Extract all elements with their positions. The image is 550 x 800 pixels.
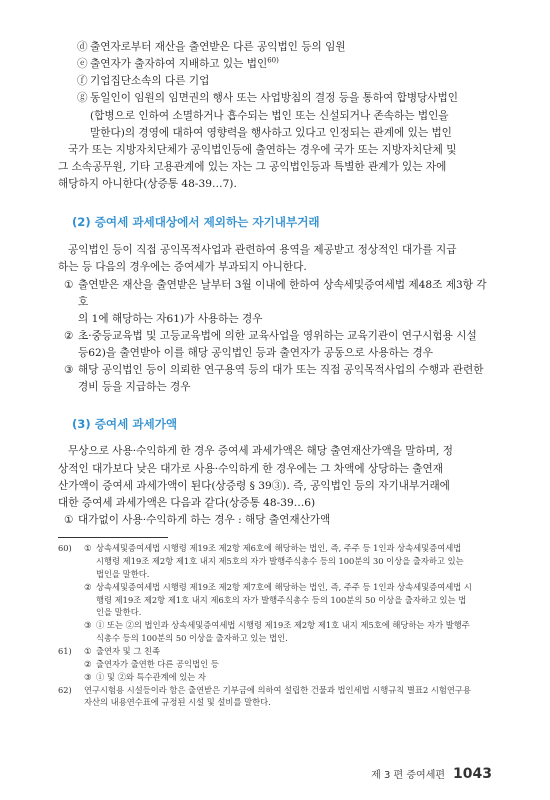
list-item: ② 초·중등교육법 및 고등교육법에 의한 교육사업을 영위하는 교육기관이 연구시험용 시설 등62)을 출연받아 이를 해당 공익법인 등과 출연자가 공동으로 사용하는 경우 bbox=[64, 329, 477, 360]
footnote-subitem: ② 출연자가 출연한 다른 공익법인 등 bbox=[84, 658, 219, 669]
footnote-subitem: ① 출연자 및 그 친족 bbox=[84, 646, 161, 657]
footnote-ref[interactable]: 60) bbox=[267, 56, 279, 65]
section-heading: (3) 증여세 과세가액 bbox=[72, 416, 178, 431]
list-item: ① 출연받은 재산을 출연받은 날부터 3월 이내에 한하여 상속세및증여세법 제48조 제3항 각호 의 1에 해당하는 자61)가 사용하는 경우 bbox=[64, 278, 487, 325]
footnote-60: 60) ① 상속세및증여세법 시행령 제19조 제2항 제6호에 해당하는 법인, 즉, 주주 등 1인과 상속세및증여세법 시행령 제19조 제2항 제1호 내지 제5호의 자가 발행주식총수 등의 100분의 30 이상을 출자하고 있는 법인을 말한다. ② 상속세및증여세법 시행령 제19조 제2항 제7호에 해당하는 법인, 즉, 주주 등 1인과 상속세및증여세법 시 행령 제19조 제2항 제1호 내지 제6호의 자가 발행주식총수 등의 100분의 50 이상을 출자하고 있는 법 인을 말한다. ③ ① 또는 ②의 법인과 상속세및증여세법 시행령 제19조 제2항 제1호 내지 제5호에 해당하는 자가 발행주 식총수 등의 100분의 50 이상을 출자하고 있는 법인. bbox=[58, 542, 492, 645]
footnote-61: 61) ① 출연자 및 그 친족 ② 출연자가 출연한 다른 공익법인 등 ③ ① 및 ②와 특수관계에 있는 자 bbox=[58, 645, 492, 684]
list-item-continuation: 말한다)의 경영에 대하여 영향력을 행사하고 있다고 인정되는 관계에 있는 법인 bbox=[90, 126, 452, 139]
footnotes bbox=[58, 542, 492, 709]
paragraph: 공익법인 등이 직접 공익목적사업과 관련하여 용역을 제공받고 정상적인 대가를 지급 하는 등 다음의 경우에는 증여세가 부과되지 아니한다. bbox=[58, 244, 457, 274]
footnote-subitem: ③ ① 및 ②와 특수관계에 있는 자 bbox=[84, 671, 206, 682]
list-item: ⓕ 기업집단소속의 다른 기업 bbox=[77, 75, 210, 88]
list-item: ⓖ 동일인이 임원의 임면권의 행사 또는 사업방침의 결정 등을 통하여 합병당사법인 bbox=[77, 92, 459, 105]
footnote-divider bbox=[58, 537, 168, 538]
list-item-continuation: (합병으로 인하여 소멸하거나 흡수되는 법인 또는 신설되거나 존속하는 법인을 bbox=[90, 109, 449, 122]
list-item: ③ 해당 공익법인 등이 의뢰한 연구용역 등의 대가 또는 직접 공익목적사업의 수행과 관련한 경비 등을 지급하는 경우 bbox=[64, 364, 484, 394]
page-number: 1043 bbox=[453, 766, 492, 782]
paragraph: 무상으로 사용·수익하게 한 경우 증여세 과세가액은 해당 출연재산가액을 말하며, 정 상적인 대가보다 낮은 대가로 사용·수익하게 한 경우에는 그 차액에 상당하는 출연재 산가액이 증여세 과세가액이 된다(상증령 § 39③). 즉, 공익법인 등의 자기내부거래에 대한 증여세 과세가액은 다음과 같다(상증통 48-39…6) bbox=[58, 445, 453, 509]
section-heading: (2) 증여세 과세대상에서 제외하는 자기내부거래 bbox=[72, 215, 320, 230]
footnote-subitem: ③ ① 또는 ②의 법인과 상속세및증여세법 시행령 제19조 제2항 제1호 내지 제5호에 해당하는 자가 발행주 식총수 등의 100분의 50 이상을 출자하고 있는 법인. bbox=[84, 620, 470, 644]
paragraph: 국가 또는 지방자치단체가 공익법인등에 출연하는 경우에 국가 또는 지방자치단체 및 그 소속공무원, 기타 고용관계에 있는 자는 그 공익법인등과 특별한 관계가 있는 자에 해당하지 아니한다(상증통 48-39…7). bbox=[58, 143, 457, 191]
chapter-label: 제 3 편 증여세편 bbox=[371, 770, 446, 781]
list-item: ⓔ 출연자가 출자하여 지배하고 있는 법인$^{60)}$ bbox=[77, 56, 279, 71]
document-body bbox=[58, 39, 492, 709]
list-item: ⓓ 출연자로부터 재산을 출연받은 다른 공익법인 등의 임원 bbox=[77, 41, 346, 53]
list-item: ① 대가없이 사용·수익하게 하는 경우 : 해당 출연재산가액 bbox=[64, 514, 331, 526]
page-footer bbox=[0, 763, 492, 786]
footnote-subitem: ② 상속세및증여세법 시행령 제19조 제2항 제7호에 해당하는 법인, 즉, 주주 등 1인과 상속세및증여세법 시 행령 제19조 제2항 제1호 내지 제6호의 자가 발행주식총수 등의 100분의 50 이상을 출자하고 있는 법 인을 말한다. bbox=[84, 581, 472, 618]
footnote-subitem: ① 상속세및증여세법 시행령 제19조 제2항 제6호에 해당하는 법인, 즉, 주주 등 1인과 상속세및증여세법 시행령 제19조 제2항 제1호 내지 제5호의 자가 발행주식총수 등의 100분의 30 이상을 출자하고 있는 법인을 말한다. bbox=[84, 543, 464, 579]
footnote-62: 62) 연구시험용 시설등이라 함은 출연받은 기부금에 의하여 설립한 건물과 법인세법 시행규칙 별표2 시험연구용 자산의 내용연수표에 규정된 시설 및 설비를 말한다. bbox=[58, 684, 471, 708]
numbered-list bbox=[58, 277, 492, 397]
